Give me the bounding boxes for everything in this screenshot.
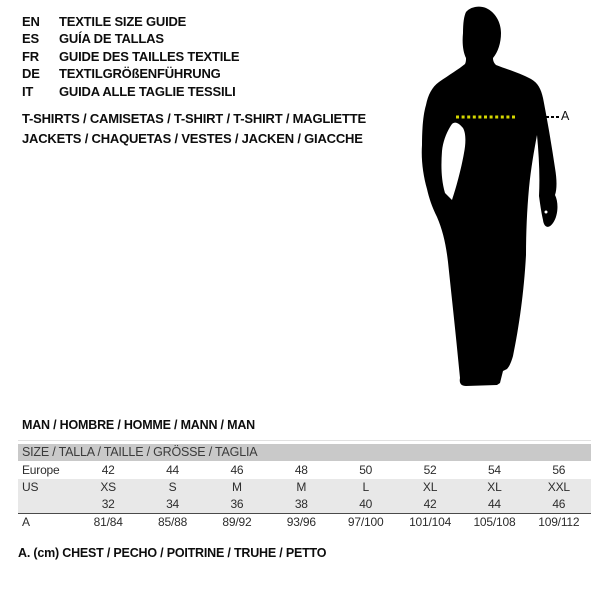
size-cell: 38 xyxy=(294,497,308,511)
measurement-footnote: A. (cm) CHEST / PECHO / POITRINE / TRUHE / PETTO xyxy=(18,546,327,560)
language-code: IT xyxy=(22,83,34,99)
size-cell: XS xyxy=(100,480,116,494)
row-label: Europe xyxy=(22,463,60,477)
size-cell: 44 xyxy=(487,497,501,511)
size-cell: 34 xyxy=(166,497,180,511)
size-cell: 54 xyxy=(487,463,501,477)
table-row-us xyxy=(18,479,591,496)
row-label xyxy=(18,496,76,513)
language-code: FR xyxy=(22,48,39,64)
size-cell: 56 xyxy=(552,463,566,477)
size-cell: 89/92 xyxy=(222,515,252,529)
language-code: DE xyxy=(22,66,40,82)
row-label: A xyxy=(22,515,30,529)
size-cell: 105/108 xyxy=(473,515,516,529)
size-cell: 46 xyxy=(552,497,566,511)
language-label: TEXTILGRÖßENFÜHRUNG xyxy=(59,66,221,82)
size-cell: 81/84 xyxy=(93,515,123,529)
size-table xyxy=(18,440,591,531)
size-cell: XL xyxy=(487,480,502,494)
measure-label-a: A xyxy=(561,109,570,123)
hand-thumb-notch xyxy=(545,211,548,214)
category-jackets: JACKETS / CHAQUETAS / VESTES / JACKEN / GIACCHE xyxy=(22,130,363,146)
size-cell: M xyxy=(232,480,242,494)
table-row-europe xyxy=(18,462,591,479)
size-cell: 101/104 xyxy=(409,515,452,529)
size-cell: 50 xyxy=(359,463,373,477)
size-cell: 85/88 xyxy=(158,515,188,529)
size-cell: S xyxy=(168,480,177,494)
size-cell: 36 xyxy=(230,497,244,511)
size-cell: 46 xyxy=(230,463,244,477)
size-cell: 93/96 xyxy=(286,515,316,529)
size-cell: L xyxy=(362,480,369,494)
size-cell: 44 xyxy=(166,463,180,477)
size-table-header: SIZE / TALLA / TAILLE / GRÖSSE / TAGLIA xyxy=(18,444,591,461)
size-cell: M xyxy=(296,480,307,494)
man-silhouette xyxy=(422,7,558,386)
category-tshirts: T-SHIRTS / CAMISETAS / T-SHIRT / T-SHIRT / MAGLIETTE xyxy=(22,111,366,126)
size-cell: 97/100 xyxy=(347,515,384,529)
size-cell: 42 xyxy=(101,463,115,477)
table-row-us-numeric xyxy=(18,496,591,513)
language-label: GUIDE DES TAILLES TEXTILE xyxy=(59,48,240,64)
size-cell: 42 xyxy=(423,497,437,511)
size-cell: XXL xyxy=(547,480,570,494)
size-cell: 40 xyxy=(359,497,373,511)
language-code: EN xyxy=(22,14,40,29)
size-cell: 52 xyxy=(423,463,437,477)
language-label: TEXTILE SIZE GUIDE xyxy=(59,14,187,29)
size-cell: XL xyxy=(422,480,438,494)
language-label: GUIDA ALLE TAGLIE TESSILI xyxy=(59,83,236,99)
size-cell: 109/112 xyxy=(538,515,580,529)
row-label: US xyxy=(22,480,39,494)
size-cell: 32 xyxy=(101,497,115,511)
section-title-man: MAN / HOMBRE / HOMME / MANN / MAN xyxy=(22,418,255,432)
size-cell: 48 xyxy=(294,463,308,477)
language-label: GUÍA DE TALLAS xyxy=(59,31,164,47)
table-row-chest-a xyxy=(18,513,591,531)
language-code: ES xyxy=(22,31,39,47)
